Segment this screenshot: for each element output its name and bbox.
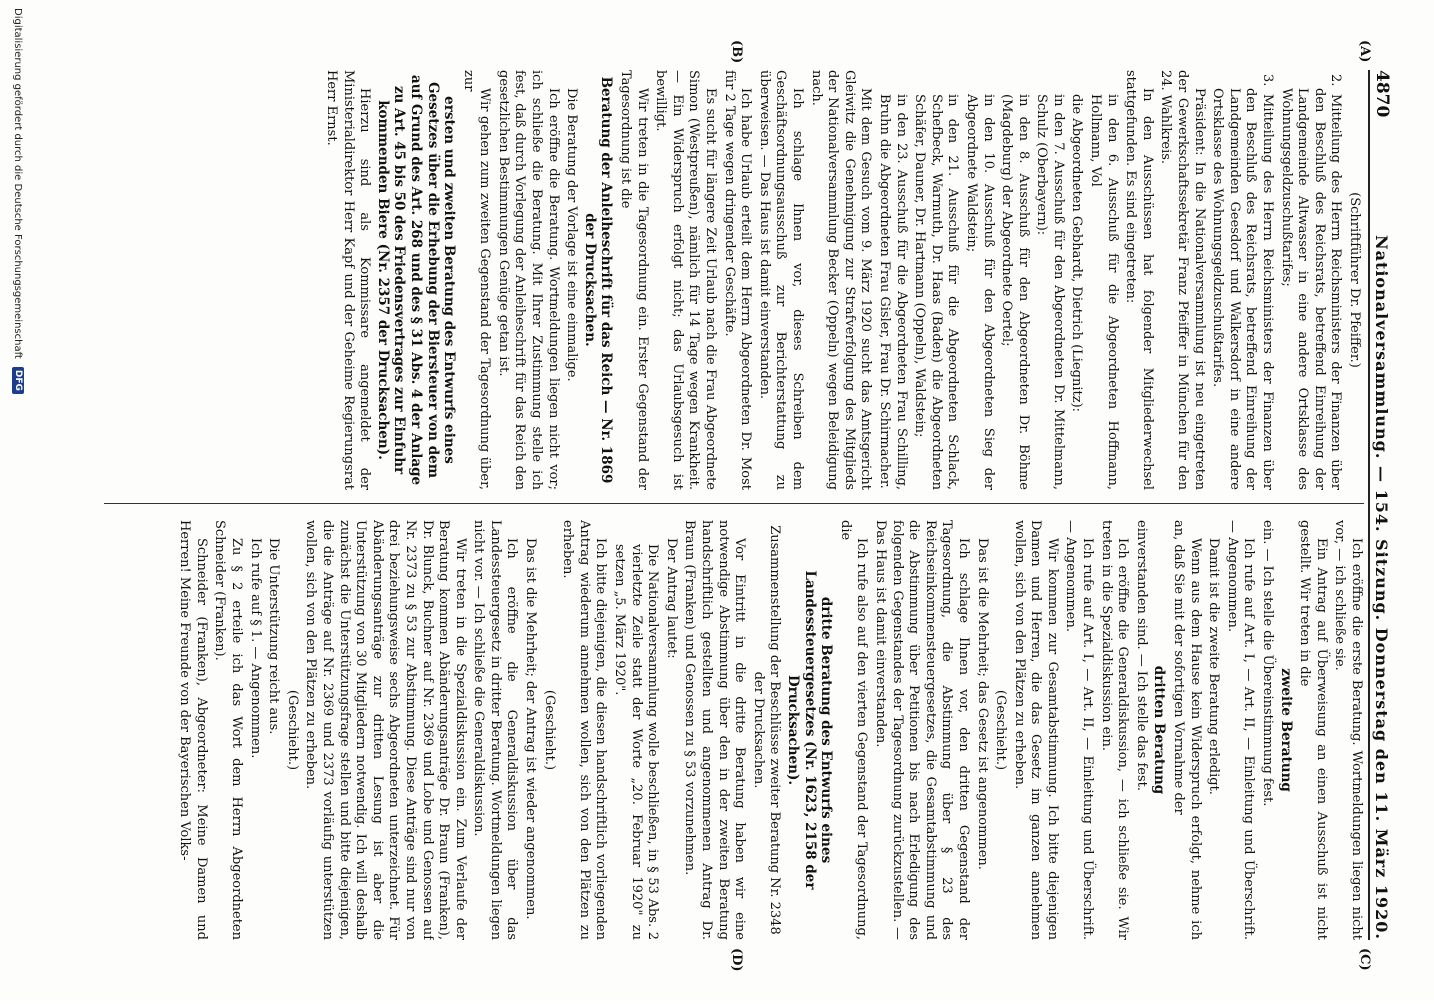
document-reference: Zusammenstellung der Beschlüsse zweiter Beratung Nr. 2348 der Drucksachen. bbox=[750, 525, 783, 935]
paragraph: Mit dem Gesuch vom 9. März 1920 sucht das Amtsgericht Gleiwitz die Genehmigung zur Strafverfolgung des Mitglieds der Nationalversammlung Becker (Oppeln) wegen Beleidigung nach. bbox=[808, 70, 874, 490]
paragraph: Zu § 2 erteile ich das Wort dem Herrn Abgeordneten Schneider (Franken). bbox=[212, 520, 244, 940]
paragraph: einverstanden sind. — Ich stelle das fest. bbox=[1133, 520, 1149, 791]
page-number: 4870 bbox=[1372, 70, 1392, 118]
stage-direction: (Geschieht.) bbox=[993, 689, 1009, 771]
paragraph: Ich rufe auf § 1. — Angenommen. bbox=[247, 538, 263, 759]
margin-marker-a: (A) bbox=[1357, 40, 1372, 63]
credit-text: Digitalisierung gefördert durch die Deutsche Forschungsgemeinschaft bbox=[12, 8, 24, 359]
motion-text: Die Nationalversammlung wolle beschließen, in § 53 Abs. 2 vierletzte Zeile statt der Worte „20. Februar 1920" zu setzen „5. März 1920". bbox=[612, 544, 661, 940]
paragraph: Ich eröffne die Beratung. Wortmeldungen liegen nicht vor; ich schließe die Beratung. Mit Ihrer Zustimmung stelle ich fest, daß durch Vorlegung der Anleiheschrift für das Reich den gesetzlichen Bestimmungen Genüge getan ist. bbox=[495, 70, 561, 490]
paragraph: Ich bitte diejenigen, die diesen handschriftlich vorliegenden Antrag wiederum annehmen wollen, sich von den Plätzen zu erheben. bbox=[560, 520, 609, 940]
committee-entry: in den 8. Ausschuß für den Abgeordneten Dr. Böhme (Magdeburg) der Abgeordnete Oertel; bbox=[999, 94, 1031, 490]
paragraph: Wir treten in die Spezialdiskussion ein. Zum Verlaufe der Beratung kommen Abänderungsanträge Dr. Braun (Franken), Dr. Blunck, Buchner auf Nr. 2369 und Lobe und Genossen auf Nr. 2373 zu § 53 zur Abstimmung. Diese Anträge sind nur von drei beziehungsweise sechs Abgeordneten unterzeichnet. Für Abänderungsanträge zur dritten Lesung ist aber die Unterstützung von 30 Mitgliedern notwendig. Ich will deshalb zunächst die Unterstützungsfrage stellen und bitte diejenigen, die die Anträge auf Nr. 2369 und 2373 vorläufig unterstützen wollen, sich von den Plätzen zu erheben. bbox=[303, 520, 468, 940]
paragraph: Das ist die Mehrheit; der Antrag ist wieder angenommen. bbox=[523, 538, 539, 920]
notice-item-2: 2. Mitteilung des Herrn Reichsministers der Finanzen über den Beschluß des Reichsrats, betreffend Einreihung der Landgemeinde Altwasser in eine andere Ortsklasse des Wohnungsgeldzuschußtarifes; bbox=[1278, 74, 1344, 490]
page-title: Nationalversammlung. — 154. Sitzung. Donnerstag den 11. März 1920. bbox=[1372, 234, 1391, 940]
paragraph: In den Ausschüssen hat folgender Mitgliederwechsel stattgefunden. Es sind eingetreten: bbox=[1123, 70, 1155, 490]
committee-entry: in den 6. Ausschuß für die Abgeordneten Hoffmann, Hollmann, Vol bbox=[1088, 94, 1120, 490]
paragraph: Wir treten in die Tagesordnung ein. Erster Gegenstand der Tagesordnung ist die bbox=[618, 70, 650, 490]
paragraph: Vor Eintritt in die dritte Beratung haben wir eine notwendige Abstimmung über den in der zweiten Beratung handschriftlich gestellten und angenommenen Antrag Dr. Braun (Franken) und Genossen zu § 53 vorzunehmen. bbox=[682, 520, 748, 940]
paragraph: Ich schlage Ihnen vor, den dritten Gegenstand der Tagesordnung, die Abstimmung über § 23 des Reichseinkommensteuergesetzes, die Gesamtabstimmung und die Abstimmung über Petitionen bis nach Erledigung des folgenden Gegenstandes der Tagesordnung zurückzustellen. — Das Haus ist damit einverstanden. bbox=[872, 520, 971, 940]
paragraph: Ich habe Urlaub erteilt dem Herrn Abgeordneten Dr. Most für 2 Tage wegen dringender Geschäfte. bbox=[721, 70, 754, 490]
committee-entry: die Abgeordneten Gebhardt, Dietrich (Liegnitz): bbox=[1069, 94, 1085, 413]
paragraph: Ich eröffne die Generaldiskussion über das Landessteuergesetz in dritter Beratung. Wortmeldungen liegen nicht vor. — Ich schließe die Generaldiskussion. bbox=[471, 520, 520, 940]
paragraph: Ich rufe auf Art. I, — Art. II, — Einleitung und Überschrift. — Angenommen. bbox=[1063, 520, 1096, 940]
paragraph: Hierzu sind als Kommissare angemeldet der Ministerialdirektor Herr Kapf und der Geheime Regierungsrat Herr Ernst. bbox=[323, 70, 373, 490]
paragraph: Es sucht für längere Zeit Urlaub nach die Frau Abgeordnete Simon (Westpreußen), nämlich für 14 Tage wegen Krankheit. — Ein Widerspruch erfolgt nicht; das Urlaubsgesuch ist bewilligt. bbox=[653, 70, 719, 490]
page-header bbox=[1368, 70, 1402, 940]
section-heading: dritten Beratung bbox=[1151, 665, 1168, 795]
paragraph: Ich eröffne die erste Beratung. Wortmeldungen liegen nicht vor, — ich schließe sie. bbox=[1332, 520, 1364, 940]
paragraph: Ich rufe auf Art. I, — Art. II, — Einleitung und Überschrift. — Angenommen. bbox=[1224, 520, 1257, 940]
committee-entry: in den 7. Ausschuß für den Abgeordneten Dr. Mittelmann, Schulz (Oberbayern): bbox=[1034, 94, 1066, 490]
dfg-logo: DFG bbox=[12, 367, 24, 394]
agenda-heading: ersten und zweiten Beratung des Entwurfs eines Gesetzes über die Erhebung der Biersteuer von dem auf Grund des Art. 268 und des § 31 Abs. 4 der Anlage zu Art. 45 bis 50 des Friedensvertrages zur Einfuhr kommenden Biere (Nr. 2357 der Drucksachen). bbox=[374, 74, 458, 486]
notice-item-3: 3. Mitteilung des Herrn Reichsministers der Finanzen über den Beschluß des Reichsrats, betreffend Einreihung der Landgemeinden Geesdorf und Walkersdorf in eine andere Ortsklasse des Wohnungsgeldzuschußtarifes. bbox=[1210, 74, 1276, 490]
committee-entry: in den 21. Ausschuß für die Abgeordneten Schlack, Schefbeck, Warmuth, Dr. Haas (Baden) die Abgeordneten Schäfer, Dauner, Dr. Hartmann (Oppeln), Waldstein; bbox=[912, 94, 961, 490]
committee-entry: in den 23. Ausschuß für die Abgeordneten Frau Schilling, Bruhn die Abgeordneten Frau Gisler, Frau Dr. Schirmacher. bbox=[876, 94, 909, 490]
paragraph: Wenn aus dem Hause kein Widerspruch erfolgt, nehme ich an, daß Sie mit der sofortigen Vornahme der bbox=[1171, 520, 1203, 940]
digitization-credit bbox=[8, 0, 28, 1008]
margin-marker-b: (B) bbox=[729, 40, 744, 64]
paragraph: Die Unterstützung reicht aus. bbox=[266, 538, 282, 735]
committee-entry: in den 10. Ausschuß für den Abgeordneten Sieg der Abgeordnete Waldstein; bbox=[963, 94, 996, 490]
left-column bbox=[94, 70, 1364, 490]
paragraph: Präsident: In die Nationalversammlung ist neu eingetreten der Gewerkschaftssekretär Franz Pfeiffer in München für den 24. Wahlkreis. bbox=[1158, 70, 1207, 490]
paragraph: Ein Antrag auf Überweisung an einen Ausschuß ist nicht gestellt. Wir treten in die bbox=[1297, 520, 1329, 940]
paragraph: Damit ist die zweite Beratung erledigt. bbox=[1206, 538, 1222, 795]
paragraph: Der Antrag lautet: bbox=[663, 538, 679, 659]
right-column bbox=[94, 520, 1364, 940]
section-heading: zweite Beratung bbox=[1277, 668, 1294, 792]
paragraph: Ich eröffne die Generaldiskussion, — ich schließe sie. Wir treten in die Spezialdiskussion ein. bbox=[1098, 520, 1131, 940]
paragraph: Das ist die Mehrheit; das Gesetz ist angenommen. bbox=[974, 538, 990, 870]
agenda-heading: dritte Beratung des Entwurfs eines Landessteuergesetzes (Nr. 1623, 2158 der Drucksachen). bbox=[785, 570, 835, 890]
margin-marker-c: (C) bbox=[1357, 948, 1372, 971]
agenda-heading: Beratung der Anleiheschrift für das Reich — Nr. 1869 der Drucksachen. bbox=[581, 76, 615, 484]
paragraph: Wir kommen zur Gesamtabstimmung. Ich bitte diejenigen Damen und Herren, die das Gesetz im ganzen annehmen wollen, sich von den Plätzen zu erheben. bbox=[1011, 520, 1060, 940]
secretary-heading: (Schriftführer Dr. Pfeiffer.) bbox=[1347, 192, 1362, 368]
margin-marker-d: (D) bbox=[729, 948, 744, 972]
paragraph: ein. — Ich stelle die Übereinstimmung fest. bbox=[1260, 520, 1276, 807]
stage-direction: (Geschieht.) bbox=[284, 689, 300, 771]
stage-direction: (Geschieht.) bbox=[541, 689, 557, 771]
speaker-paragraph: Schneider (Franken), Abgeordneter: Meine Damen und Herren! Meine Freunde von der Bayerischen Volks- bbox=[177, 520, 209, 940]
paragraph: Ich rufe also auf den vierten Gegenstand der Tagesordnung, die bbox=[837, 520, 870, 940]
paragraph: Die Beratung der Vorlage ist eine einmalige. bbox=[564, 88, 580, 382]
paragraph: Wir gehen zum zweiten Gegenstand der Tagesordnung über, zur bbox=[460, 70, 493, 490]
column-divider bbox=[104, 503, 1364, 504]
paragraph: Ich schlage Ihnen vor, dieses Schreiben dem Geschäftsordnungsausschuß zur Berichterstattung zu überweisen. — Das Haus ist damit einverstanden. bbox=[756, 70, 805, 490]
